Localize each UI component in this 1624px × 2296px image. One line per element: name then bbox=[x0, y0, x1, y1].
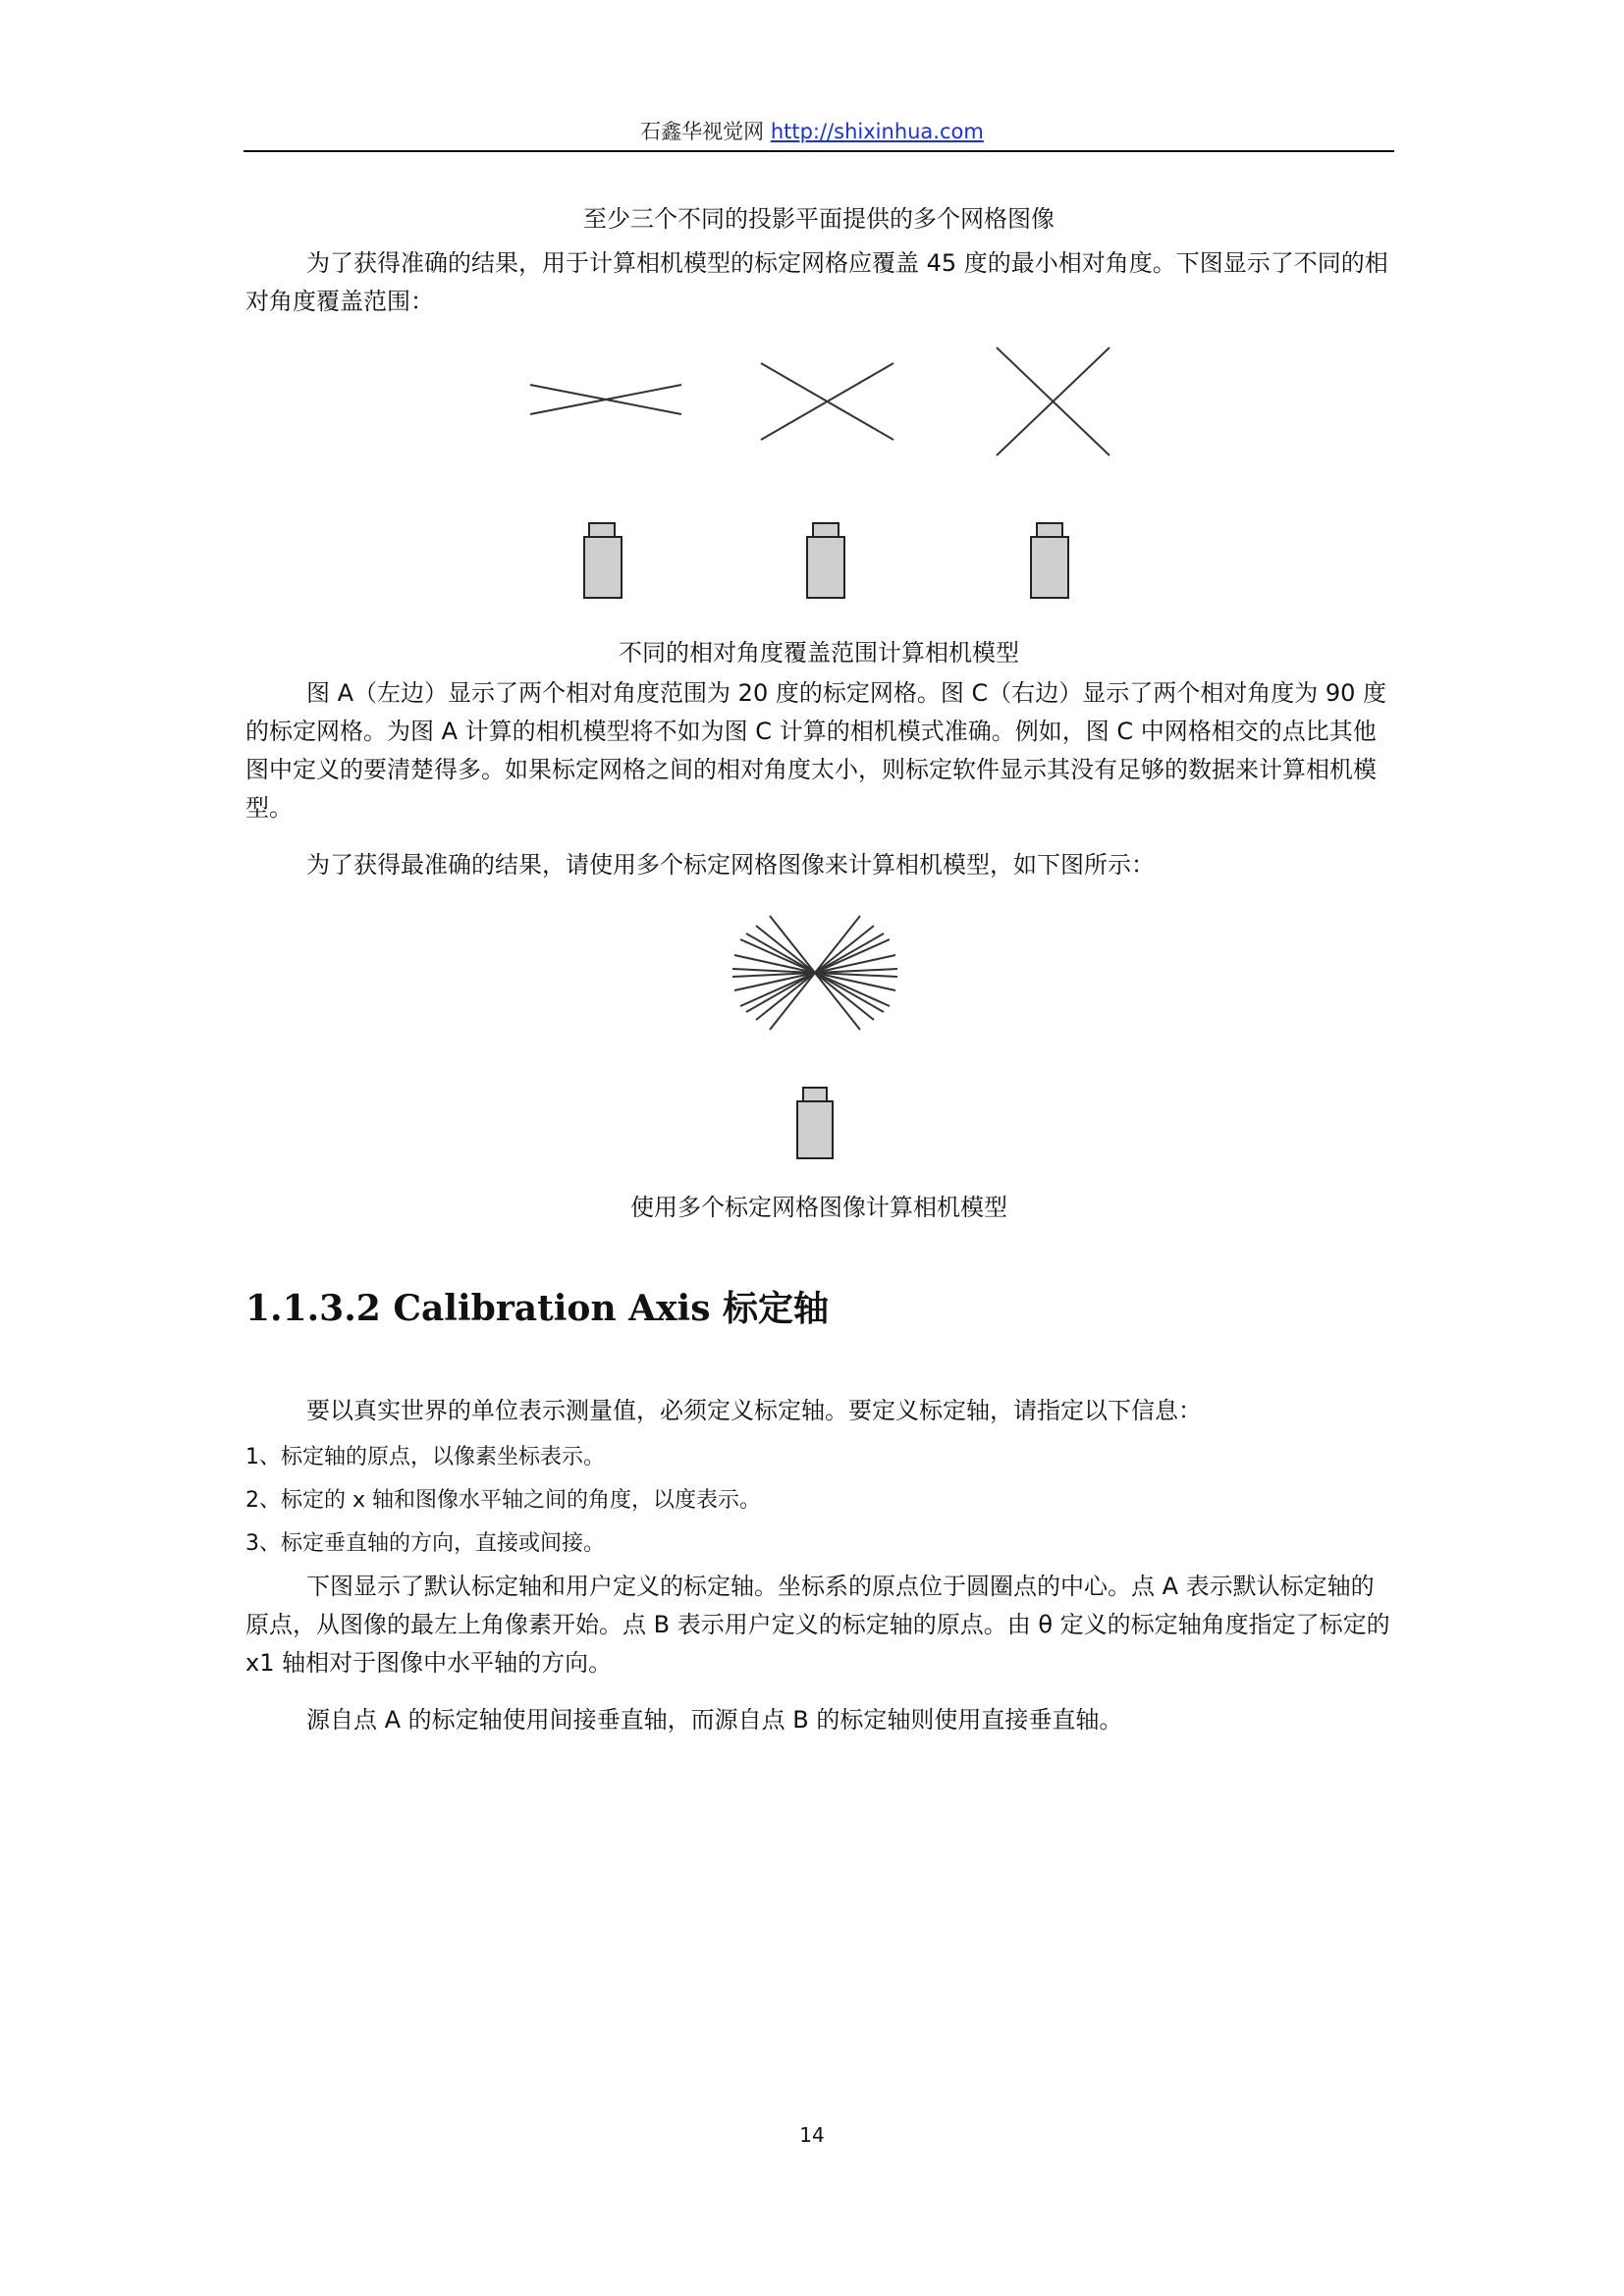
section-heading: 1.1.3.2 Calibration Axis 标定轴 bbox=[245, 1288, 830, 1329]
paragraph-angle-intro: 为了获得准确的结果，用于计算相机模型的标定网格应覆盖 45 度的最小相对角度。下图显示了不同的相对角度覆盖范围： bbox=[245, 249, 1388, 315]
caption-angle-coverage: 不同的相对角度覆盖范围计算相机模型 bbox=[619, 639, 1019, 667]
page-number: 14 bbox=[799, 2123, 825, 2147]
grid-pair-c bbox=[997, 347, 1110, 455]
caption-multiple-grids: 至少三个不同的投影平面提供的多个网格图像 bbox=[583, 205, 1055, 233]
site-link[interactable]: http://shixinhua.com bbox=[770, 120, 984, 143]
list-item: 2、标定的 x 轴和图像水平轴之间的角度，以度表示。 bbox=[245, 1488, 762, 1513]
grid-pair-a bbox=[530, 385, 681, 414]
paragraph-axis-origins: 源自点 A 的标定轴使用间接垂直轴，而源自点 B 的标定轴则使用直接垂直轴。 bbox=[306, 1706, 1123, 1734]
grid-lines-fan bbox=[732, 916, 897, 1030]
paragraph-calibration-axis-intro: 要以真实世界的单位表示测量值，必须定义标定轴。要定义标定轴，请指定以下信息： bbox=[306, 1397, 1202, 1424]
multi-grid-figure bbox=[727, 898, 903, 1163]
header-divider bbox=[244, 150, 1394, 152]
camera-icon bbox=[1031, 523, 1068, 598]
camera-icon bbox=[807, 523, 844, 598]
caption-multi-grid: 使用多个标定网格图像计算相机模型 bbox=[630, 1194, 1007, 1221]
paragraph-figure-explanation: 图 A（左边）显示了两个相对角度范围为 20 度的标定网格。图 C（右边）显示了两个相对角度为 90 度的标定网格。为图 A 计算的相机模型将不如为图 C 计算的相机模式准确。例如，图 C 中网格相交的点比其他图中定义的要清楚得多。如果标定网格之间的相对角度太小，则标定软件显示其没有足够的数据来计算相机模型。 bbox=[245, 679, 1387, 822]
site-name: 石鑫华视觉网 bbox=[640, 120, 765, 143]
grid-pair-b bbox=[761, 363, 893, 440]
paragraph-multiple-images: 为了获得最准确的结果，请使用多个标定网格图像来计算相机模型，如下图所示： bbox=[306, 851, 1155, 879]
list-item: 1、标定轴的原点，以像素坐标表示。 bbox=[245, 1445, 605, 1469]
page-header bbox=[0, 116, 1624, 145]
camera-icon bbox=[797, 1088, 833, 1158]
camera-icon bbox=[584, 523, 622, 598]
list-item: 3、标定垂直轴的方向，直接或间接。 bbox=[245, 1531, 605, 1556]
angle-coverage-figure bbox=[491, 334, 1159, 618]
paragraph-axis-description: 下图显示了默认标定轴和用户定义的标定轴。坐标系的原点位于圆圈点的中心。点 A 表示默认标定轴的原点，从图像的最左上角像素开始。点 B 表示用户定义的标定轴的原点。由 θ 定义的标定轴角度指定了标定的 x1 轴相对于图像中水平轴的方向。 bbox=[245, 1573, 1390, 1677]
